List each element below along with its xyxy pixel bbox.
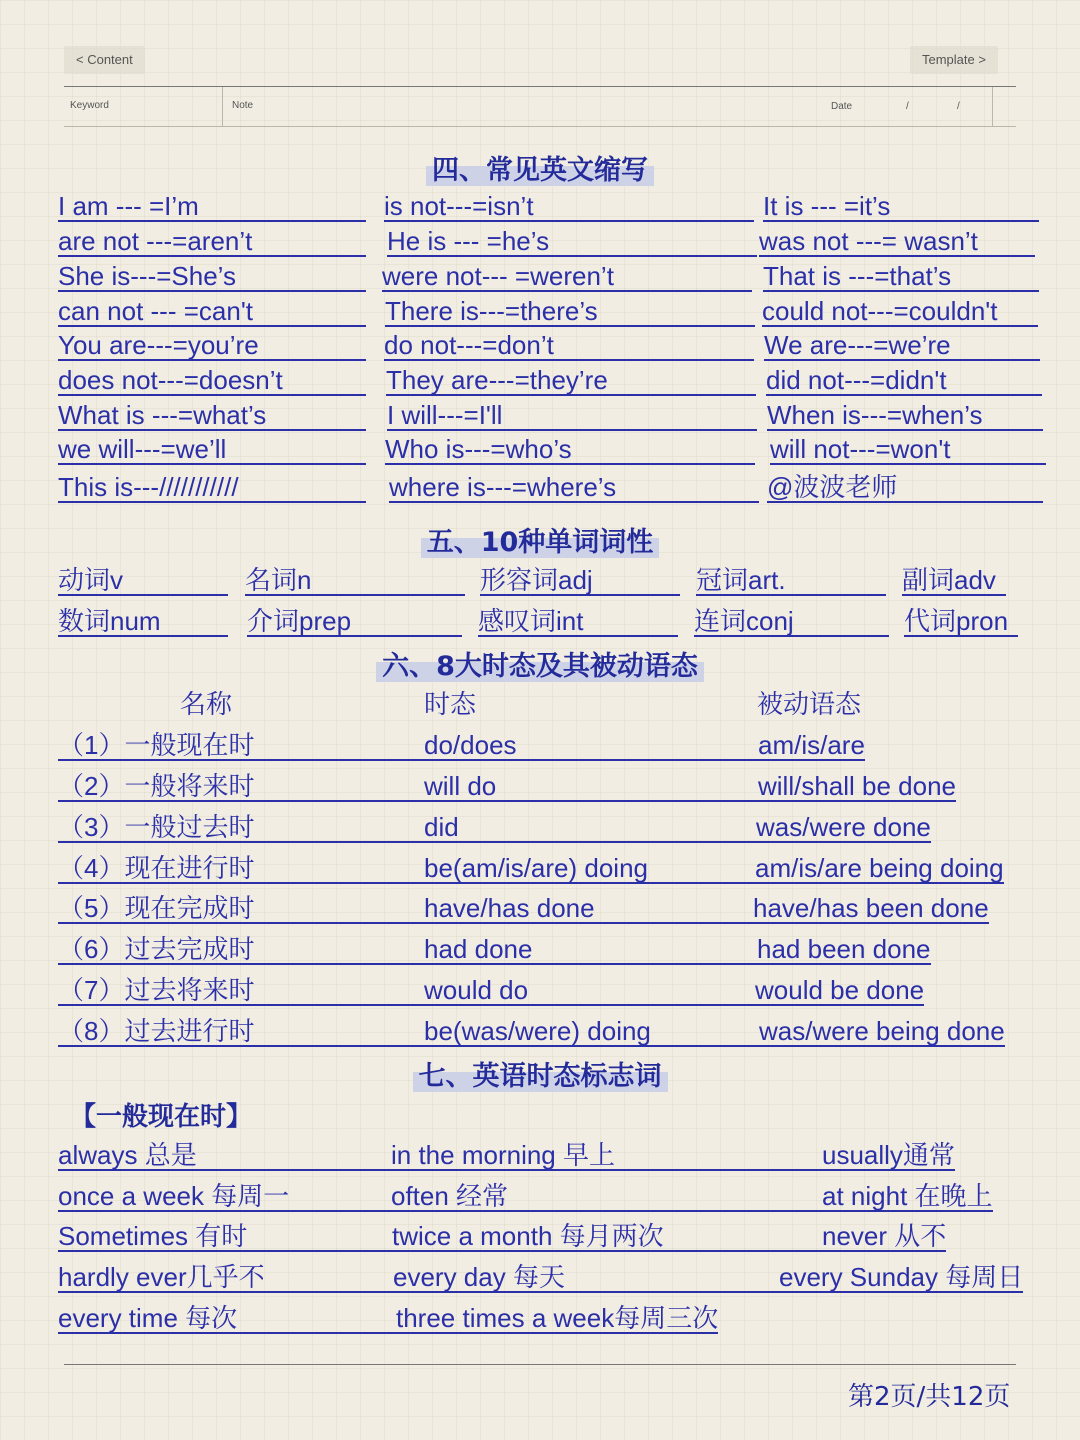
tense-row-cell: am/is/are: [758, 730, 865, 760]
date-label: Date: [831, 101, 853, 112]
contraction-row-cell: were not--- =weren’t: [382, 262, 752, 292]
signal-row-cell: at night 在晚上: [822, 1181, 993, 1211]
contraction-row-cell: When is---=when’s: [767, 401, 1043, 431]
contraction-row-cell: is not---=isn’t: [384, 192, 754, 222]
tenses-header-cell: 被动语态: [757, 689, 862, 719]
tense-row-cell: （3）一般过去时: [58, 813, 424, 843]
pos-row-cell: 名词n: [245, 566, 465, 596]
pos-row-cell: 数词num: [58, 607, 228, 637]
pos-row-cell: 副词adv: [902, 566, 1006, 596]
tense-row-cell: was/were being done: [759, 1016, 1005, 1046]
signal-row-cell: often 经常: [391, 1182, 822, 1212]
tense-row-cell: （6）过去完成时: [58, 935, 424, 965]
contraction-row-cell: I will---=I'll: [387, 401, 757, 431]
signal-row-cell: in the morning 早上: [391, 1141, 822, 1171]
pos-row-cell: 动词v: [58, 566, 228, 596]
pos-row-cell: 冠词art.: [696, 566, 886, 596]
tenses-header-cell: 时态: [424, 689, 477, 719]
signal-row-cell: every day 每天: [393, 1263, 779, 1293]
contraction-row-cell: could not---=couldn't: [762, 297, 1038, 327]
contraction-row-cell: I am --- =I’m: [58, 192, 366, 222]
signal-row-cell: never 从不: [822, 1221, 947, 1251]
contraction-row-cell: will not---=won't: [770, 435, 1046, 465]
note-label: Note: [232, 100, 254, 111]
contraction-row-cell: They are---=they’re: [386, 366, 756, 396]
contraction-row-cell: You are---=you’re: [58, 331, 366, 361]
section-contractions-title: 四、常见英文缩写: [0, 148, 1080, 187]
keyword-label: Keyword: [70, 100, 109, 111]
contraction-row-cell: do not---=don’t: [384, 331, 754, 361]
contraction-row-cell: What is ---=what’s: [58, 401, 366, 431]
tenses-header-cell: 名称: [180, 689, 233, 719]
contraction-row-cell: can not --- =can't: [58, 297, 366, 327]
signal-row-cell: three times a week每周三次: [396, 1303, 719, 1333]
tense-row-cell: （1）一般现在时: [58, 731, 424, 761]
contraction-row-cell: This is---///////////: [58, 473, 366, 503]
contraction-row-cell: There is---=there’s: [385, 297, 755, 327]
tense-row-cell: will do: [424, 772, 758, 802]
header-divider-2: [992, 87, 993, 126]
pos-row-cell: 形容词adj: [480, 566, 680, 596]
contraction-row-cell: It is --- =it’s: [763, 192, 1039, 222]
tense-row-cell: be(was/were) doing: [424, 1017, 759, 1047]
contraction-row-cell: Who is---=who’s: [385, 435, 755, 465]
tense-row-cell: was/were done: [756, 812, 931, 842]
signal-row-cell: once a week 每周一: [58, 1182, 391, 1212]
signal-row-cell: twice a month 每月两次: [392, 1222, 822, 1252]
contraction-row-cell: We are---=we’re: [764, 331, 1040, 361]
tense-row-cell: would be done: [755, 975, 925, 1005]
contraction-row-cell: did not---=didn't: [766, 366, 1042, 396]
tense-row-cell: had done: [424, 935, 757, 965]
contraction-row-cell: are not ---=aren’t: [58, 227, 366, 257]
tense-row-cell: （4）现在进行时: [58, 854, 424, 884]
content-tab[interactable]: < Content: [64, 46, 145, 74]
tense-row-cell: have/has been done: [753, 893, 989, 923]
signal-row-cell: every time 每次: [58, 1304, 396, 1334]
header-divider-1: [222, 87, 223, 126]
tense-row-cell: （8）过去进行时: [58, 1017, 424, 1047]
pos-row-cell: 介词prep: [247, 607, 462, 637]
contraction-row-cell: does not---=doesn’t: [58, 366, 366, 396]
header-rule-bottom: [64, 126, 1016, 127]
contraction-row-cell: where is---=where’s: [389, 473, 759, 503]
contraction-row-cell: That is ---=that’s: [763, 262, 1039, 292]
section-signal-words-title: 七、英语时态标志词: [0, 1054, 1080, 1093]
date-separator-2: /: [957, 101, 960, 112]
signal-row-cell: always 总是: [58, 1141, 391, 1171]
pos-row-cell: 感叹词int: [478, 607, 678, 637]
tense-row-cell: be(am/is/are) doing: [424, 854, 755, 884]
signal-row-cell: usually通常: [822, 1140, 955, 1170]
contraction-row-cell: we will---=we’ll: [58, 435, 366, 465]
date-separator-1: /: [906, 101, 909, 112]
footer-rule: [64, 1364, 1016, 1365]
tense-row-cell: will/shall be done: [758, 771, 957, 801]
signal-row-cell: Sometimes 有时: [58, 1222, 392, 1252]
tense-row-cell: did: [424, 813, 756, 843]
tense-row-cell: （5）现在完成时: [58, 894, 424, 924]
contraction-row-cell: She is---=She’s: [58, 262, 366, 292]
tense-row-cell: do/does: [424, 731, 758, 761]
pos-row-cell: 代词pron: [904, 607, 1018, 637]
signal-row-cell: hardly ever几乎不: [58, 1263, 393, 1293]
tense-row-cell: （7）过去将来时: [58, 976, 424, 1006]
tense-row-cell: had been done: [757, 934, 931, 964]
pos-row-cell: 连词conj: [694, 607, 889, 637]
tense-row-cell: have/has done: [424, 894, 753, 924]
tense-row-cell: would do: [424, 976, 755, 1006]
section-tenses-title: 六、8大时态及其被动语态: [0, 644, 1080, 683]
signal-row-cell: every Sunday 每周日: [779, 1262, 1024, 1292]
simple-present-subtitle: 【一般现在时】: [70, 1102, 253, 1132]
template-tab[interactable]: Template >: [910, 46, 998, 74]
contraction-row-cell: was not ---= wasn’t: [759, 227, 1035, 257]
page-number: 第2页/共12页: [848, 1382, 1011, 1412]
tense-row-cell: am/is/are being doing: [755, 853, 1004, 883]
contraction-row-cell: He is --- =he’s: [387, 227, 757, 257]
header-rule-top: [64, 86, 1016, 87]
contraction-row-cell: @波波老师: [767, 473, 1043, 503]
tense-row-cell: （2）一般将来时: [58, 772, 424, 802]
section-parts-of-speech-title: 五、10种单词词性: [0, 520, 1080, 559]
